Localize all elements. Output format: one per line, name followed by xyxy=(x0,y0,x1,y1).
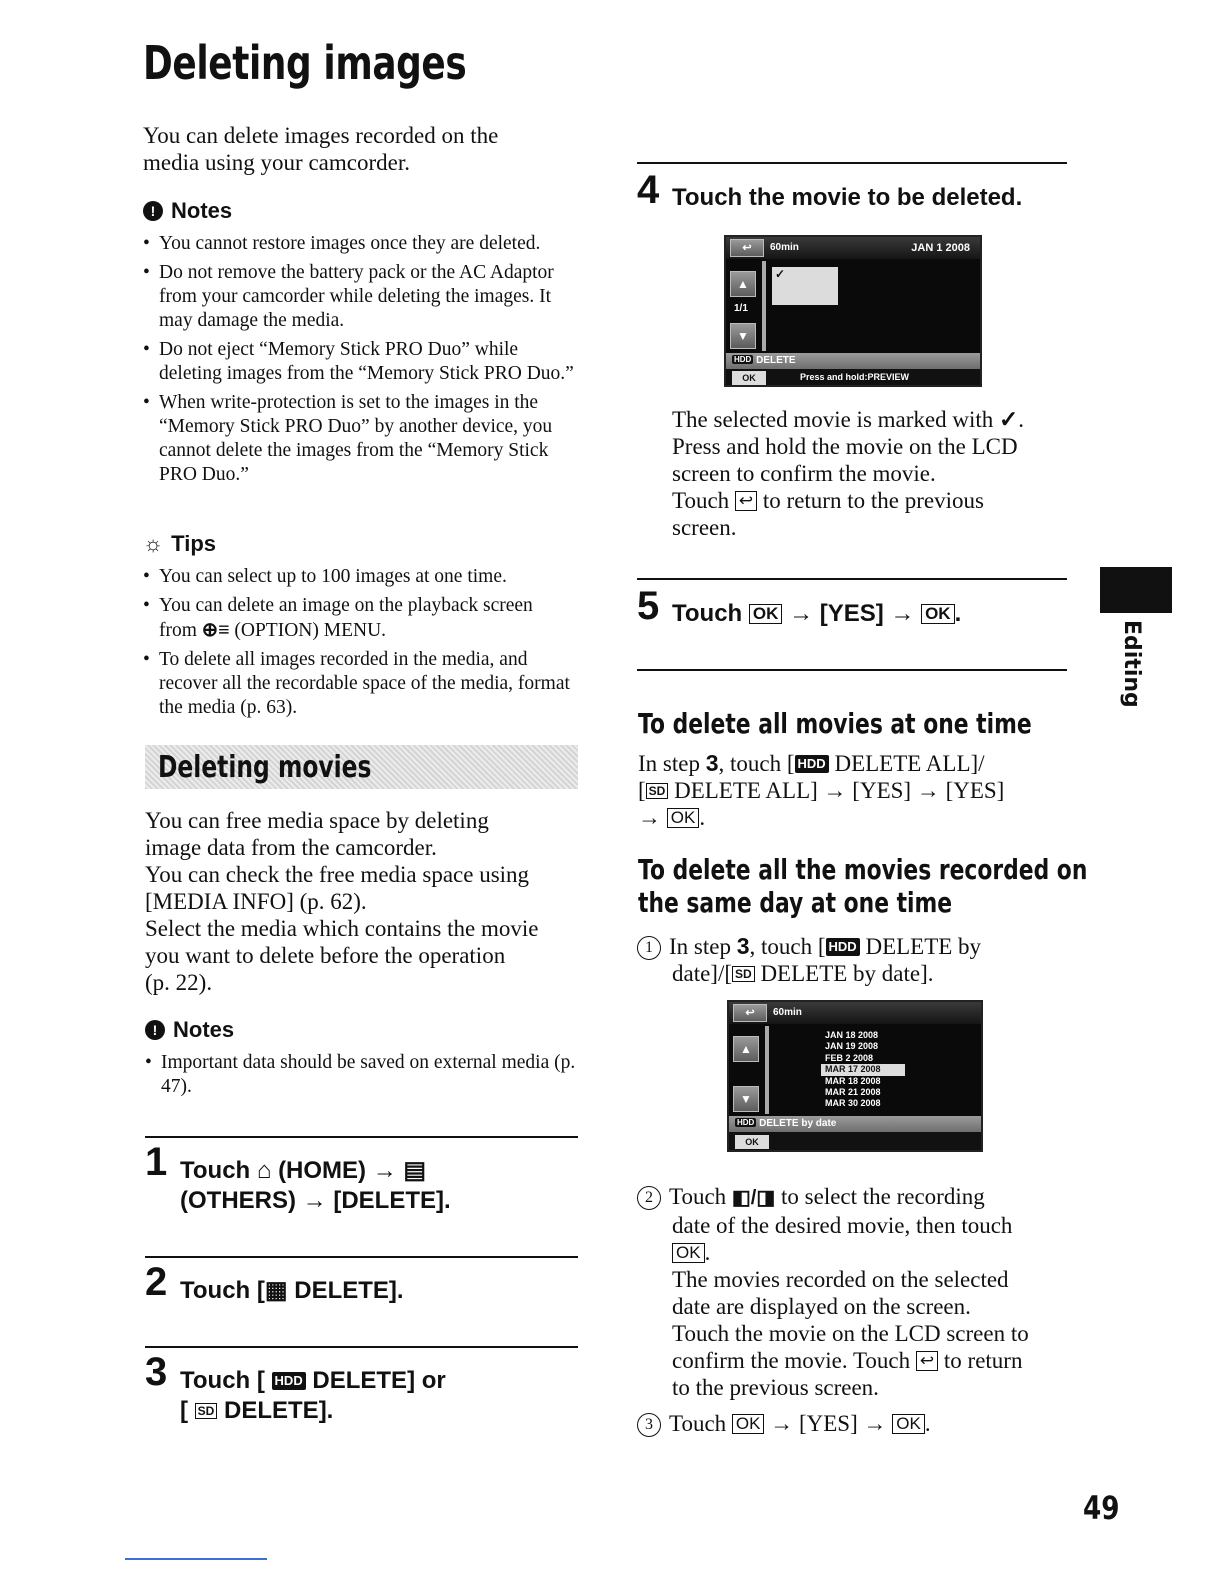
step-divider xyxy=(145,1346,578,1348)
delete-all-para: In step 3, touch [ HDD DELETE ALL]/ [ SD DELETE ALL] → [YES] → [YES] → OK . xyxy=(638,750,1005,830)
checkmark-icon: ✓ xyxy=(999,406,1019,432)
notes-icon: ! xyxy=(143,201,163,221)
others-icon: ▤ xyxy=(403,1157,427,1184)
notes-icon: ! xyxy=(145,1020,165,1040)
para-line: [MEDIA INFO] (p. 62). xyxy=(145,889,367,914)
same-day-step-3: 3 Touch OK → [YES] → OK . xyxy=(637,1410,1072,1437)
hdd-icon: HDD xyxy=(734,355,752,364)
option-icon: ⊕≡ xyxy=(201,619,230,641)
step-divider xyxy=(145,1256,578,1258)
step-5-text: Touch OK → [YES] → OK . xyxy=(672,600,962,627)
lcd-date: JAN 1 2008 xyxy=(911,242,970,254)
section-tab xyxy=(1100,567,1172,613)
notes-heading-label: Notes xyxy=(171,198,233,223)
lcd-screen-dates xyxy=(727,1000,983,1152)
notes-heading xyxy=(143,198,232,224)
list-item: • To delete all images recorded in the media, and recover all the recordable space of the media, format the media (p. 63). xyxy=(143,648,583,720)
ok-key: OK xyxy=(672,1243,705,1263)
media-remaining: 60min xyxy=(773,1007,802,1018)
page-number: 49 xyxy=(1083,1489,1120,1527)
page-title: Deleting images xyxy=(143,36,467,90)
step-3-text: Touch [ HDD DELETE] or [ SD DELETE]. xyxy=(180,1367,446,1424)
step-number: 3 xyxy=(145,1350,168,1394)
sd-icon: SD xyxy=(195,1403,218,1419)
same-day-step-2: 2 Touch ◧/◨ to select the recording date of the desired movie, then touch OK . The movies recorded on the selected date are displayed on the screen. Touch the movie on the LCD screen to confirm the movie. Touch ↩ to return to the previous screen. xyxy=(637,1183,1072,1401)
step-2-text: Touch [▦ DELETE]. xyxy=(180,1277,404,1304)
return-icon[interactable]: ↩ xyxy=(733,1004,767,1022)
lcd-hint: Press and hold:PREVIEW xyxy=(800,372,910,382)
home-icon: ⌂ xyxy=(256,1157,272,1184)
section-tab-label: Editing xyxy=(1119,620,1144,708)
para-line: You can free media space by deleting xyxy=(145,808,489,833)
section-heading: Deleting movies xyxy=(158,750,372,785)
intro-line: You can delete images recorded on the xyxy=(143,123,499,148)
subheading-same-day: To delete all the movies recorded on the same day at one time xyxy=(638,853,1088,919)
step-number: 5 xyxy=(637,584,660,628)
list-item: • When write-protection is set to the images in the “Memory Stick PRO Duo” by another device, you cannot delete the images from the “Memory Stick PRO Duo.” xyxy=(143,391,583,487)
notes-heading-label: Notes xyxy=(173,1017,235,1042)
lcd-bottom-bar xyxy=(726,369,980,387)
notes-list xyxy=(143,232,583,492)
check-icon: ✓ xyxy=(775,267,786,281)
ok-key: OK xyxy=(921,604,955,624)
list-item: • Important data should be saved on external media (p. 47). xyxy=(145,1051,580,1099)
list-item: • Do not remove the battery pack or the AC Adaptor from your camcorder while deleting the images. It may damage the media. xyxy=(143,261,583,333)
para-line: you want to delete before the operation xyxy=(145,943,506,968)
subheading-delete-all: To delete all movies at one time xyxy=(638,707,1032,740)
footer-rule xyxy=(125,1558,267,1560)
lcd-mode-bar: HDD DELETE by date xyxy=(729,1116,981,1132)
return-icon[interactable]: ↩ xyxy=(730,239,764,257)
ok-key: OK xyxy=(749,604,783,624)
film-icon: ▦ xyxy=(264,1277,288,1304)
prev-next-icon: ◧/◨ xyxy=(731,1187,776,1209)
date-item[interactable]: MAR 21 2008 xyxy=(825,1087,881,1098)
date-item[interactable]: JAN 19 2008 xyxy=(825,1041,879,1052)
para-line: image data from the camcorder. xyxy=(145,835,437,860)
down-arrow-icon[interactable]: ▼ xyxy=(730,323,756,349)
ok-key: OK xyxy=(892,1414,925,1434)
movies-notes-heading xyxy=(145,1017,234,1043)
step-divider xyxy=(637,669,1067,671)
intro xyxy=(143,122,583,176)
movies-para xyxy=(145,807,585,996)
sd-icon: SD xyxy=(732,966,755,982)
sd-icon: SD xyxy=(646,783,669,799)
return-icon: ↩ xyxy=(735,491,757,511)
down-arrow-icon[interactable]: ▼ xyxy=(733,1086,759,1112)
movies-notes-list xyxy=(145,1051,580,1104)
para-line: Select the media which contains the movie xyxy=(145,916,539,941)
list-item: • You can select up to 100 images at one time. xyxy=(143,565,583,589)
hdd-icon: HDD xyxy=(272,1372,306,1390)
lcd-status-bar xyxy=(729,1002,981,1024)
date-item[interactable]: MAR 30 2008 xyxy=(825,1098,881,1109)
step-divider xyxy=(637,162,1067,164)
step-4-text: Touch the movie to be deleted. xyxy=(672,184,1023,211)
up-arrow-icon[interactable]: ▲ xyxy=(733,1036,759,1062)
lcd-bottom-bar xyxy=(729,1132,981,1152)
list-item: • Do not eject “Memory Stick PRO Duo” while deleting images from the “Memory Stick PRO Duo.” xyxy=(143,338,583,386)
tips-heading xyxy=(143,531,216,557)
scrollbar[interactable] xyxy=(765,1026,769,1114)
step-circle: 2 xyxy=(637,1186,661,1210)
hdd-icon: HDD xyxy=(795,755,829,773)
tips-heading-label: Tips xyxy=(171,531,216,556)
lcd-status-bar xyxy=(726,237,980,259)
up-arrow-icon[interactable]: ▲ xyxy=(730,271,756,297)
lcd-screen xyxy=(724,235,982,387)
lcd-ok-button[interactable]: OK xyxy=(735,1135,769,1149)
intro-line: media using your camcorder. xyxy=(143,150,410,175)
scrollbar[interactable] xyxy=(762,261,766,351)
date-item[interactable]: FEB 2 2008 xyxy=(825,1052,874,1063)
step-1-text: Touch ⌂ (HOME) → ▤ (OTHERS) → [DELETE]. xyxy=(180,1157,451,1214)
date-item[interactable]: JAN 18 2008 xyxy=(825,1030,879,1040)
step-4-para: The selected movie is marked with ✓. Press and hold the movie on the LCD screen to confirm the movie. Touch ↩ to return to the previous screen. xyxy=(672,406,1025,540)
date-item[interactable]: MAR 18 2008 xyxy=(825,1075,881,1086)
tips-list xyxy=(143,565,583,725)
date-list xyxy=(825,1030,905,1110)
page-indicator: 1/1 xyxy=(734,303,748,314)
date-item-selected[interactable]: MAR 17 2008 xyxy=(821,1064,905,1075)
list-item: • You can delete an image on the playback screen from ⊕≡ (OPTION) MENU. xyxy=(143,594,583,643)
step-circle: 3 xyxy=(637,1413,661,1437)
step-divider xyxy=(145,1136,578,1138)
para-line: (p. 22). xyxy=(145,970,213,995)
para-line: You can check the free media space using xyxy=(145,862,530,887)
movie-thumbnail[interactable] xyxy=(772,267,838,305)
same-day-step-1: 1 In step 3, touch [ HDD DELETE by date]/[ SD DELETE by date]. xyxy=(637,933,1072,987)
lightbulb-icon: ☼ xyxy=(143,531,164,556)
step-number: 1 xyxy=(145,1140,168,1184)
lcd-mode-bar: HDD DELETE xyxy=(726,353,980,369)
ok-key: OK xyxy=(667,808,700,828)
step-divider xyxy=(637,578,1067,580)
step-circle: 1 xyxy=(637,936,661,960)
media-remaining: 60min xyxy=(770,242,799,253)
hdd-icon: HDD xyxy=(826,938,860,956)
hdd-icon: HDD xyxy=(737,1118,755,1127)
list-item: • You cannot restore images once they are deleted. xyxy=(143,232,583,256)
return-icon: ↩ xyxy=(916,1351,938,1371)
step-number: 4 xyxy=(637,168,660,212)
step-number: 2 xyxy=(145,1260,168,1304)
lcd-ok-button[interactable]: OK xyxy=(732,371,766,385)
ok-key: OK xyxy=(732,1414,765,1434)
